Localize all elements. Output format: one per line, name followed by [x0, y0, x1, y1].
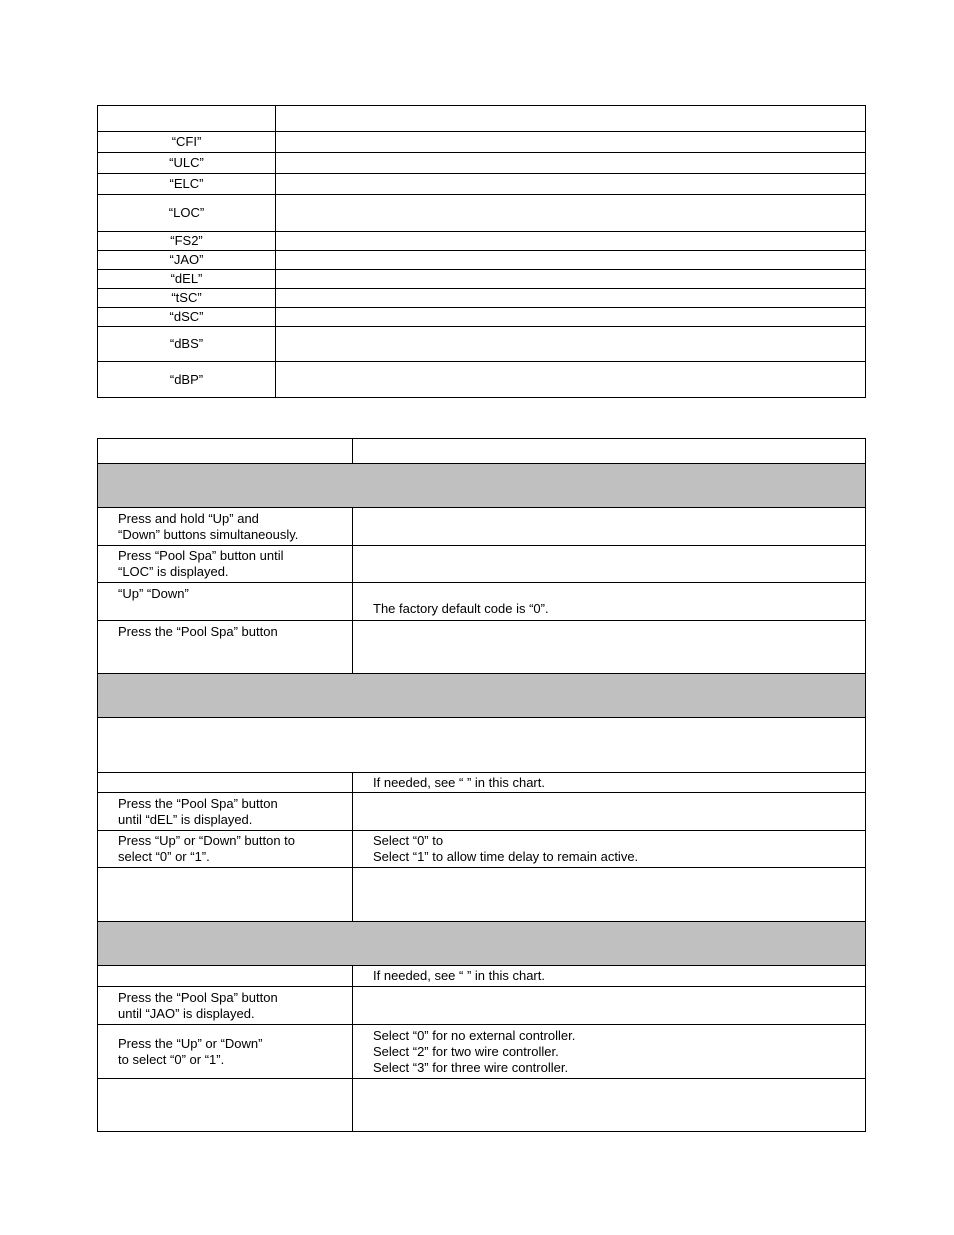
description-cell [276, 251, 866, 270]
description-cell [353, 621, 866, 674]
header-cell [276, 106, 866, 132]
code-cell: “ULC” [98, 153, 276, 174]
steps-header-row [98, 439, 866, 464]
table-row [98, 362, 866, 398]
steps-table [97, 438, 866, 1132]
step-text: “LOC” is displayed. [118, 564, 229, 579]
description-cell: If needed, see “ ” in this chart. [353, 773, 866, 793]
description-cell [276, 195, 866, 232]
table-row [98, 966, 866, 987]
table-row [98, 583, 866, 621]
step-cell: “Up” “Down” [98, 583, 353, 621]
table-row [98, 987, 866, 1025]
section-header-cell [98, 674, 866, 718]
code-cell: “dSC” [98, 308, 276, 327]
step-cell [98, 508, 353, 546]
step-text: Press the “Pool Spa” button [118, 795, 278, 811]
description-cell [353, 1025, 866, 1079]
table-row [98, 232, 866, 251]
description-cell [353, 831, 866, 868]
table-row [98, 546, 866, 583]
description-cell [276, 270, 866, 289]
description-cell [353, 1079, 866, 1132]
description-cell [353, 793, 866, 831]
step-cell [98, 1079, 353, 1132]
code-cell: “CFI” [98, 132, 276, 153]
table-row [98, 621, 866, 674]
table-row [98, 308, 866, 327]
table-row [98, 270, 866, 289]
table-row [98, 508, 866, 546]
codes-table [97, 105, 866, 398]
table-row [98, 831, 866, 868]
section-header-row [98, 922, 866, 966]
step-cell [98, 868, 353, 922]
step-text: Press the “Up” or “Down” [118, 1035, 263, 1051]
section-header-cell [98, 922, 866, 966]
description-cell [353, 987, 866, 1025]
code-cell: “tSC” [98, 289, 276, 308]
section-header-cell [98, 464, 866, 508]
table-row [98, 1079, 866, 1132]
step-text: Press and hold “Up” and [118, 510, 259, 526]
table-row [98, 251, 866, 270]
table-row [98, 132, 866, 153]
step-cell [98, 773, 353, 793]
header-cell [98, 106, 276, 132]
section-header-row [98, 674, 866, 718]
step-text: “Down” buttons simultaneously. [118, 526, 299, 542]
description-cell [353, 546, 866, 583]
description-text: Select “2” for two wire controller. [373, 1043, 559, 1059]
description-text: Select “0” for no external controller. [373, 1027, 576, 1043]
description-cell [276, 132, 866, 153]
step-cell [98, 1025, 353, 1079]
description-text: Select “0” to [373, 833, 444, 848]
code-cell: “dEL” [98, 270, 276, 289]
step-text: Press “Up” or “Down” button to [118, 833, 296, 848]
table-row [98, 793, 866, 831]
description-cell [276, 153, 866, 174]
code-cell: “LOC” [98, 195, 276, 232]
description-text: Select “3” for three wire controller. [373, 1059, 569, 1075]
description-cell: If needed, see “ ” in this chart. [353, 966, 866, 987]
step-text: Press “Pool Spa” button until [118, 548, 284, 563]
table-row [98, 195, 866, 232]
description-text: Select “1” to allow time delay to remain active. [373, 849, 639, 864]
table-row [98, 868, 866, 922]
step-text: until “dEL” is displayed. [118, 811, 253, 827]
description-cell [353, 868, 866, 922]
step-text: until “JAO” is displayed. [118, 1005, 255, 1021]
code-cell: “JAO” [98, 251, 276, 270]
code-cell: “FS2” [98, 232, 276, 251]
code-cell: “dBS” [98, 327, 276, 362]
table-row [98, 1025, 866, 1079]
code-cell: “dBP” [98, 362, 276, 398]
section-note-row [98, 718, 866, 773]
description-cell: The factory default code is “0”. [353, 583, 866, 621]
step-cell: Press the “Pool Spa” button [98, 621, 353, 674]
table-row [98, 174, 866, 195]
section-header-row [98, 464, 866, 508]
code-cell: “ELC” [98, 174, 276, 195]
step-text: select “0” or “1”. [118, 849, 210, 864]
description-cell [276, 232, 866, 251]
table-row [98, 153, 866, 174]
description-cell [276, 174, 866, 195]
table-row [98, 773, 866, 793]
step-cell [98, 987, 353, 1025]
header-cell [98, 439, 353, 464]
description-cell [276, 289, 866, 308]
description-cell [276, 308, 866, 327]
step-cell [98, 831, 353, 868]
table-row [98, 327, 866, 362]
table-row [98, 289, 866, 308]
description-cell [276, 327, 866, 362]
step-text: to select “0” or “1”. [118, 1051, 225, 1067]
section-note-cell [98, 718, 866, 773]
header-cell [353, 439, 866, 464]
step-cell [98, 546, 353, 583]
description-cell [353, 508, 866, 546]
step-text: Press the “Pool Spa” button [118, 989, 278, 1005]
step-cell [98, 966, 353, 987]
description-cell [276, 362, 866, 398]
codes-header-row [98, 106, 866, 132]
step-cell [98, 793, 353, 831]
